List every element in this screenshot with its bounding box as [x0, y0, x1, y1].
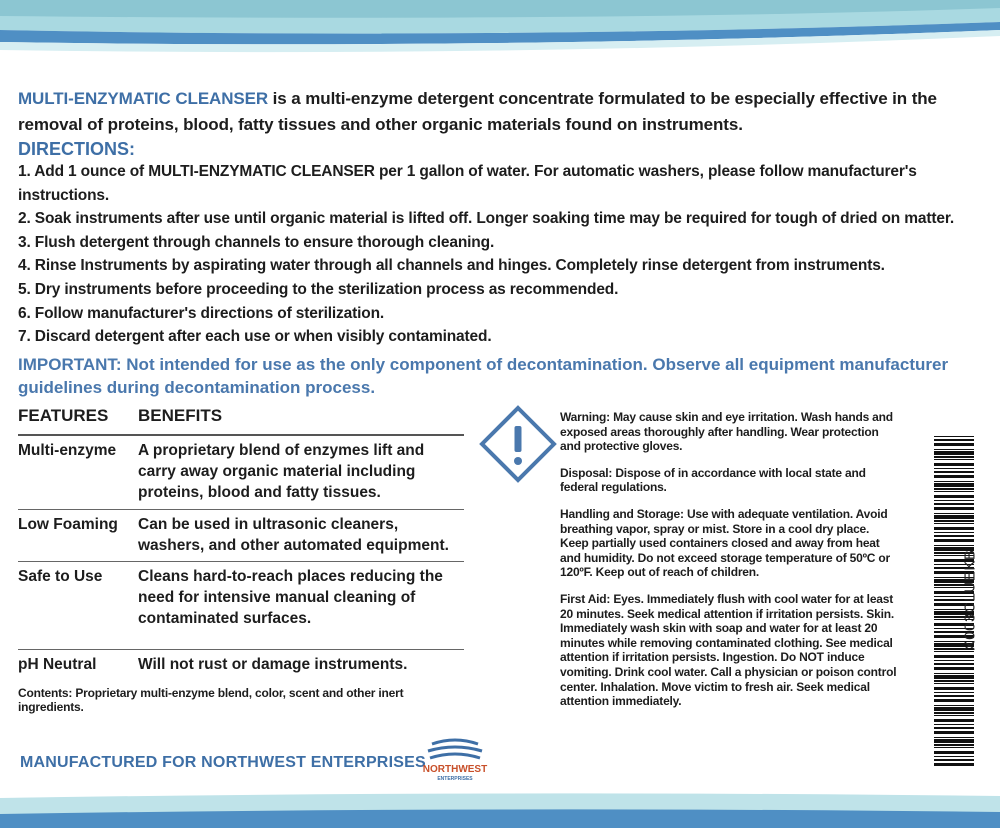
features-heading: FEATURES — [18, 406, 109, 425]
barcode-bar — [934, 527, 974, 530]
direction-step: 4. Rinse Instruments by aspirating water through all channels and hinges. Completely rinse detergent from instruments. — [18, 257, 885, 275]
barcode-bar — [934, 651, 974, 652]
features-header — [18, 406, 464, 436]
warning-text: Warning: May cause skin and eye irritation. Wash hands and exposed areas thoroughly after handling. Wear protection and protective gloves. — [560, 410, 893, 454]
barcode-bar — [934, 727, 974, 729]
barcode-bar — [934, 747, 974, 748]
direction-step: 6. Follow manufacturer's directions of sterilization. — [18, 304, 385, 322]
manufacturer-line: MANUFACTURED FOR NORTHWEST ENTERPRISES — [20, 754, 426, 771]
barcode-bar — [934, 763, 974, 766]
barcode-bar — [934, 507, 974, 510]
direction-step: 3. Flush detergent through channels to ensure thorough cleaning. — [18, 233, 495, 251]
barcode-bar — [934, 699, 974, 702]
barcode-bar — [934, 680, 974, 682]
barcode-bar — [934, 683, 974, 684]
barcode-bar — [934, 495, 974, 498]
table-row — [18, 562, 464, 650]
feature-name: Multi-enzyme — [18, 442, 117, 459]
barcode-bar — [934, 515, 974, 519]
barcode-bar — [934, 719, 974, 722]
barcode-bar — [934, 687, 974, 690]
direction-step: 5. Dry instruments before proceeding to the sterilization process as recommended. — [18, 280, 619, 298]
barcode-bar — [934, 513, 974, 514]
barcode-bar — [934, 463, 974, 466]
directions-list — [18, 160, 993, 349]
barcode-bar — [934, 675, 974, 679]
direction-step: 1. Add 1 ounce of MULTI-ENZYMATIC CLEANSER per 1 gallon of water. For automatic washers, please follow manufacturer's instructions. — [18, 163, 917, 204]
barcode-bar — [934, 535, 974, 537]
barcode-bar — [934, 663, 974, 665]
feature-name: Safe to Use — [18, 568, 103, 585]
barcode-bar — [934, 545, 974, 546]
barcode-bar — [934, 744, 974, 746]
barcode-bar — [934, 491, 974, 492]
barcode-bar — [934, 739, 974, 743]
barcode-bar — [934, 488, 974, 490]
barcode-bar — [934, 532, 974, 533]
barcode-bar — [934, 483, 974, 487]
barcode-bar — [934, 523, 974, 524]
first-aid-text: First Aid: Eyes. Immediately flush with cool water for at least 20 minutes. Seek medical attention if irritation persists. Skin. Immediately wash skin with soap and water for at least 20 minutes while removing contaminated clothing. See medical attention if irritation persists. Ingestion. Do NOT induce vomiting. Drink cool water. Call a physician or poison control center. Inhalation. Move victim to fresh air. Seek medical attention immediately. — [560, 591, 897, 709]
important-notice: IMPORTANT: Not intended for use as the only component of decontamination. Observe all equipment manufacturer guidelines during decontamination process. — [18, 354, 949, 397]
handling-storage-text: Handling and Storage: Use with adequate ventilation. Avoid breathing vapor, spray or mist. Store in a cool dry place. Keep partially used containers closed and away from heat and humidity. Do not exceed storage temperature of 50ºC or 120ºF. Keep out of reach of children. — [560, 506, 890, 580]
exclamation-diamond-icon — [478, 404, 558, 484]
bottom-wave-band — [0, 790, 1000, 828]
feature-name: pH Neutral — [18, 656, 97, 673]
barcode-bar — [934, 503, 974, 505]
table-row — [18, 436, 464, 510]
barcode-bar — [934, 451, 974, 455]
barcode-bar — [934, 439, 974, 441]
directions-heading: DIRECTIONS: — [18, 139, 135, 159]
direction-step: 2. Soak instruments after use until organic material is lifted off. Longer soaking time may be required for tough of dried on matter. — [18, 210, 955, 228]
barcode-bar — [934, 673, 974, 674]
table-row — [18, 510, 464, 562]
top-wave-band — [0, 0, 1000, 64]
barcode-bar — [934, 712, 974, 714]
barcode-bar — [934, 724, 974, 725]
logo-sub: ENTERPRISES — [437, 776, 473, 782]
feature-name: Low Foaming — [18, 516, 118, 533]
barcode-bar — [934, 715, 974, 716]
barcode-text: X003CLUEKB — [961, 549, 979, 651]
barcode-bar — [934, 751, 974, 754]
barcode-bar — [934, 471, 974, 473]
barcode-bar — [934, 468, 974, 469]
barcode-bar — [934, 695, 974, 697]
wave-logo-icon — [410, 734, 500, 784]
feature-benefit: A proprietary blend of enzymes lift and carry away organic material including proteins, blood and fatty tissues. — [138, 442, 425, 501]
barcode-bar — [934, 459, 974, 460]
table-row — [18, 650, 464, 678]
barcode-bar — [934, 660, 974, 661]
barcode-bar — [934, 456, 974, 458]
logo-name: NORTHWEST — [422, 764, 488, 775]
barcode-bar — [934, 756, 974, 757]
barcode-bar — [934, 539, 974, 542]
barcode-bar — [934, 705, 974, 706]
barcode-bar — [934, 481, 974, 482]
barcode-bar — [934, 443, 974, 446]
barcode-bar — [934, 707, 974, 711]
feature-benefit: Cleans hard-to-reach places reducing the need for intensive manual cleaning of contaminated surfaces. — [138, 568, 443, 627]
disposal-text: Disposal: Dispose of in accordance with local state and federal regulations. — [560, 465, 866, 495]
barcode-bar — [934, 759, 974, 761]
direction-step: 7. Discard detergent after each use or when visibly contaminated. — [18, 328, 492, 346]
barcode-bar — [934, 436, 974, 437]
features-table — [18, 406, 464, 714]
barcode-bar — [934, 737, 974, 738]
barcode-bar — [934, 520, 974, 522]
barcode-bar — [934, 731, 974, 734]
label-main — [18, 86, 993, 399]
product-name: MULTI-ENZYMATIC CLEANSER — [18, 89, 269, 108]
benefits-heading: BENEFITS — [138, 406, 223, 425]
barcode-bar — [934, 667, 974, 670]
feature-benefit: Can be used in ultrasonic cleaners, washers, and other automated equipment. — [138, 516, 449, 554]
barcode-bar — [934, 449, 974, 450]
barcode-bar — [934, 655, 974, 658]
contents-note: Contents: Proprietary multi-enzyme blend, color, scent and other inert ingredients. — [18, 686, 404, 714]
intro-text: is a multi-enzyme detergent concentrate formulated to be especially effective in the removal of proteins, blood, fatty tissues and other organic materials found on instruments. — [18, 89, 937, 134]
barcode-bar — [934, 500, 974, 501]
barcode-bar — [934, 692, 974, 693]
barcode-bar — [934, 475, 974, 478]
warnings-block — [560, 410, 900, 721]
intro-paragraph — [18, 86, 993, 138]
feature-benefit: Will not rust or damage instruments. — [138, 656, 408, 673]
